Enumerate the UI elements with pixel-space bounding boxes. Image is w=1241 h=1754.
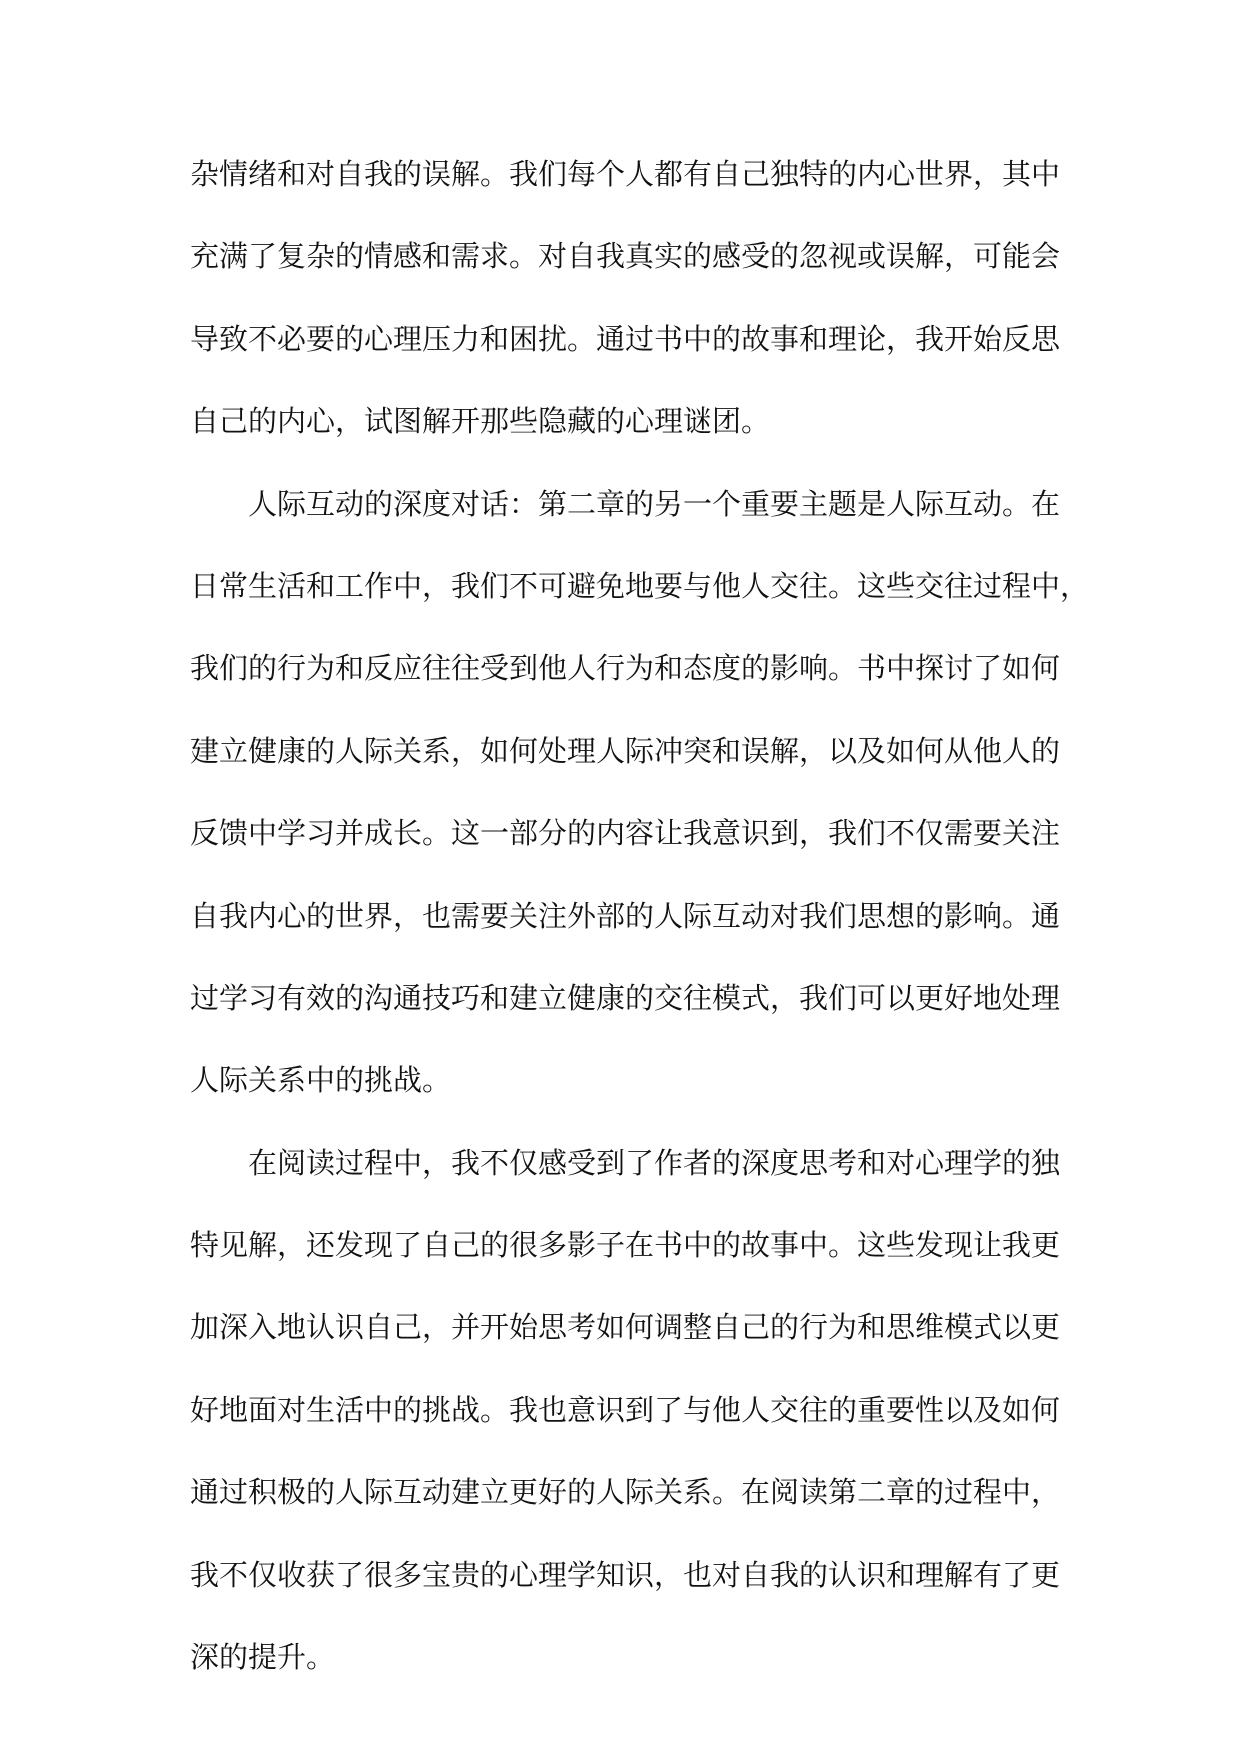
text-line: 人际关系中的挑战。 bbox=[190, 1063, 452, 1098]
text-line: 日常生活和工作中，我们不可避免地要与他人交往。这些交往过程中， bbox=[190, 568, 1090, 603]
body-text bbox=[190, 145, 1090, 1710]
text-line: 杂情绪和对自我的误解。我们每个人都有自己独特的内心世界，其中 bbox=[190, 157, 1061, 191]
text-line: 深的提升。 bbox=[190, 1640, 336, 1675]
text-line: 自我内心的世界，也需要关注外部的人际互动对我们思想的影响。通 bbox=[190, 898, 1061, 933]
text-line: 特见解，还发现了自己的很多影子在书中的故事中。这些发现让我更 bbox=[190, 1228, 1061, 1263]
text-line: 加深入地认识自己，并开始思考如何调整自己的行为和思维模式以更 bbox=[190, 1310, 1061, 1345]
text-line: 反馈中学习并成长。这一部分的内容让我意识到，我们不仅需要关注 bbox=[190, 816, 1061, 851]
paragraph-first-line: 人际互动的深度对话：第二章的另一个重要主题是人际互动。在 bbox=[248, 486, 1061, 521]
text-line: 自己的内心，试图解开那些隐藏的心理谜团。 bbox=[190, 404, 771, 439]
text-line: 建立健康的人际关系，如何处理人际冲突和误解，以及如何从他人的 bbox=[190, 733, 1061, 768]
text-line: 我们的行为和反应往往受到他人行为和态度的影响。书中探讨了如何 bbox=[190, 651, 1061, 686]
text-line: 好地面对生活中的挑战。我也意识到了与他人交往的重要性以及如何 bbox=[190, 1392, 1061, 1427]
text-line: 通过积极的人际互动建立更好的人际关系。在阅读第二章的过程中， bbox=[190, 1475, 1061, 1510]
text-line: 导致不必要的心理压力和困扰。通过书中的故事和理论，我开始反思 bbox=[190, 321, 1061, 356]
text-line: 我不仅收获了很多宝贵的心理学知识，也对自我的认识和理解有了更 bbox=[190, 1557, 1061, 1592]
paragraph-first-line: 在阅读过程中，我不仅感受到了作者的深度思考和对心理学的独 bbox=[248, 1145, 1061, 1180]
text-line: 充满了复杂的情感和需求。对自我真实的感受的忽视或误解，可能会 bbox=[190, 239, 1061, 274]
text-line: 过学习有效的沟通技巧和建立健康的交往模式，我们可以更好地处理 bbox=[190, 980, 1061, 1015]
